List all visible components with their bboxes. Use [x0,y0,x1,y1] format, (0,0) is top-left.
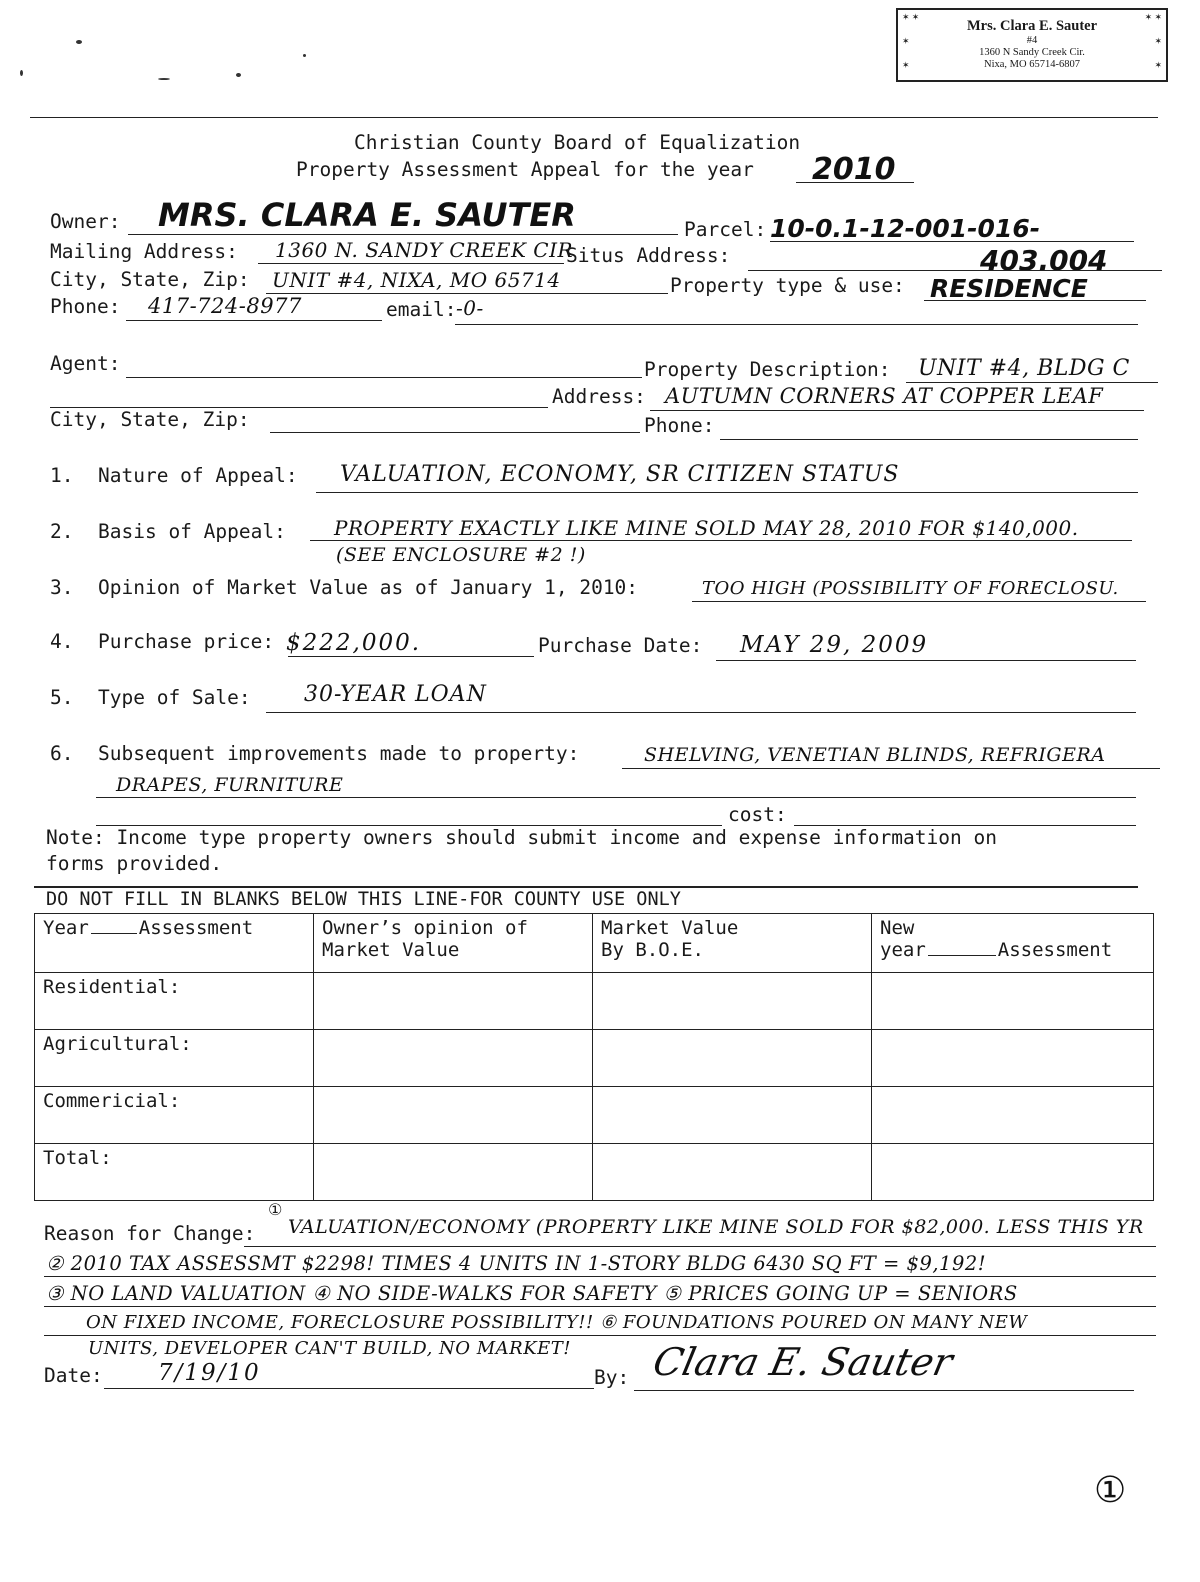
table-header-row [35,914,1154,973]
basis-of-appeal-label: Basis of Appeal: [98,520,286,543]
table-cell [593,973,872,1030]
return-address-stamp [896,8,1168,82]
ptype-underline [924,300,1146,301]
header-year2: year [880,939,926,961]
owner-value: MRS. CLARA E. SAUTER [158,196,576,234]
phone-value: 417-724-8977 [148,294,302,318]
year-underline [796,182,914,183]
owner-label: Owner: [50,210,121,233]
table-cell [314,973,593,1030]
table-cell [314,1144,593,1201]
city-state-zip-label: City, State, Zip: [50,268,250,291]
reason-line2-underline [44,1276,1156,1277]
header-owner-opinion-line1: Owner’s opinion of [322,917,528,939]
item-6-line2-underline [96,797,1136,798]
item-1-number: 1. [50,464,74,487]
item-2-number: 2. [50,520,74,543]
property-description-value: UNIT #4, BLDG C [918,356,1130,381]
appeal-year: 2010 [812,152,896,187]
type-of-sale-label: Type of Sale: [98,686,251,709]
header-year: Year [43,917,89,939]
mailing-address-label: Mailing Address: [50,240,238,263]
reason-line-5: UNITS, DEVELOPER CAN'T BUILD, NO MARKET! [88,1338,572,1359]
header-market-value-line1: Market Value [601,917,739,939]
county-assessment-table [34,913,1154,1201]
row-label-total: Total: [35,1144,314,1201]
table-cell [872,1087,1154,1144]
header-new: New [880,917,915,939]
row-label-residential: Residential: [35,973,314,1030]
table-row [35,1087,1154,1144]
situs-underline [748,270,1162,271]
table-cell [593,1087,872,1144]
situs-address-label: Situs Address: [566,244,731,267]
stamp-name: Mrs. Clara E. Sauter [966,18,1098,34]
form-title: Christian County Board of Equalization [354,131,801,154]
header-year-assessment [35,914,314,973]
email-underline [455,324,1138,325]
date-label: Date: [44,1364,103,1387]
item-4-underline [288,656,534,657]
date-underline [104,1388,594,1389]
table-row [35,1144,1154,1201]
table-cell [872,1144,1154,1201]
city-state-zip-value: UNIT #4, NIXA, MO 65714 [272,268,561,292]
agent-label: Agent: [50,352,121,375]
item-5-underline [266,712,1136,713]
reason-line-4: ON FIXED INCOME, FORECLOSURE POSSIBILITY!! ⑥ FOUNDATIONS POURED ON MANY NEW [86,1312,1028,1333]
reason-line1-underline [244,1246,1156,1247]
star-icon: ✶ [902,60,910,70]
note-line-2: forms provided. [46,852,223,875]
header-new-year [872,914,1154,973]
agent-address-label: Address: [552,385,646,408]
parcel-value: 10-0.1-12-001-016- [770,214,1041,243]
stamp-city: Nixa, MO 65714-6807 [984,59,1080,70]
scan-speck [76,40,82,44]
mailing-address-value: 1360 N. SANDY CREEK CIR [275,238,574,262]
property-type-value: RESIDENCE [930,274,1088,303]
agent-city-underline [270,432,640,433]
purchase-date-underline [716,660,1136,661]
nature-of-appeal-value: VALUATION, ECONOMY, SR CITIZEN STATUS [340,462,900,487]
reason-line3-underline [44,1306,1156,1307]
top-rule [30,117,1158,118]
improvements-value: SHELVING, VENETIAN BLINDS, REFRIGERA [644,744,1106,766]
owner-underline [128,234,678,235]
form-subtitle: Property Assessment Appeal for the year [296,158,754,181]
star-icon: ✶ [902,36,910,46]
agent-address-underline [650,410,1144,411]
basis-of-appeal-value: PROPERTY EXACTLY LIKE MINE SOLD MAY 28, 2010 FOR $140,000. [334,516,1079,540]
star-icon: ✶ [1154,36,1162,46]
basis-of-appeal-value-line2: (SEE ENCLOSURE #2 !) [336,544,586,566]
signature-underline [634,1390,1134,1391]
reason-line-1: VALUATION/ECONOMY (PROPERTY LIKE MINE SOLD FOR $82,000. LESS THIS YR [288,1216,1144,1238]
item-4-number: 4. [50,630,74,653]
table-cell [872,1030,1154,1087]
table-cell [593,1030,872,1087]
row-label-agricultural: Agricultural: [35,1030,314,1087]
type-of-sale-value: 30-YEAR LOAN [304,682,487,707]
header-new-year-line2 [880,939,1145,961]
purchase-price-label: Purchase price: [98,630,275,653]
purchase-date-label: Purchase Date: [538,634,703,657]
header-market-value-line2: By B.O.E. [601,939,704,961]
table-cell [593,1144,872,1201]
nature-of-appeal-label: Nature of Appeal: [98,464,298,487]
market-value-opinion-label: Opinion of Market Value as of January 1, 2010: [98,576,639,599]
row-label-commercial: Commericial: [35,1087,314,1144]
stamp-unit: #4 [1026,35,1038,46]
page-number: ① [1094,1470,1127,1511]
market-value-opinion-value: TOO HIGH (POSSIBILITY OF FORECLOSU. [702,578,1119,599]
item-3-underline [692,601,1146,602]
item-6-underline [622,768,1160,769]
purchase-price-value: $222,000. [286,630,422,656]
mailing-underline [258,263,564,264]
star-icon: ✶ ✶ [902,12,920,22]
reason-for-change-label: Reason for Change: [44,1222,256,1245]
scan-speck [236,73,241,77]
star-icon: ✶ [1154,60,1162,70]
city-underline [266,293,668,294]
table-cell [314,1030,593,1087]
cost-label: cost: [728,803,787,826]
reason-line-3: ③ NO LAND VALUATION ④ NO SIDE-WALKS FOR SAFETY ⑤ PRICES GOING UP = SENIORS [46,1282,1018,1305]
reason-line4-underline [44,1335,1156,1336]
table-cell [872,973,1154,1030]
email-value: -0- [456,296,484,320]
county-divider [34,886,1138,888]
county-use-banner: DO NOT FILL IN BLANKS BELOW THIS LINE-FOR COUNTY USE ONLY [46,889,681,910]
reason-marker: ① [268,1200,283,1219]
agent-address-value: AUTUMN CORNERS AT COPPER LEAF [665,384,1104,408]
new-year-blank [928,955,996,956]
signature: Clara E. Sauter [649,1340,957,1384]
item-6-number: 6. [50,742,74,765]
item-5-number: 5. [50,686,74,709]
header-market-value [593,914,872,973]
table-cell [314,1087,593,1144]
header-owner-opinion [314,914,593,973]
item-2-underline [310,540,1132,541]
scan-speck [158,78,170,80]
table-row [35,1030,1154,1087]
propdesc-underline [906,382,1158,383]
note-line-1: Note: Income type property owners should submit income and expense information on [46,826,997,849]
purchase-date-value: MAY 29, 2009 [740,632,929,658]
star-icon: ✶ ✶ [1144,12,1162,22]
header-assessment: Assessment [138,917,254,939]
phone-label: Phone: [50,295,121,318]
agent-city-label: City, State, Zip: [50,408,250,431]
stamp-street: 1360 N Sandy Creek Cir. [979,47,1085,58]
by-label: By: [594,1366,630,1389]
property-type-label: Property type & use: [670,274,905,297]
parcel-underline [770,241,1134,242]
item-1-underline [316,492,1138,493]
header-assessment2: Assessment [997,939,1113,961]
item-3-number: 3. [50,576,74,599]
scan-speck [303,54,306,57]
date-value: 7/19/10 [158,1360,261,1386]
agent-phone-underline [720,439,1138,440]
scan-speck [20,70,23,76]
email-label: email: [386,298,457,321]
year-blank [91,933,137,934]
improvements-value-line2: DRAPES, FURNITURE [116,774,344,796]
agent-phone-label: Phone: [644,414,715,437]
parcel-label: Parcel: [684,218,767,241]
improvements-label: Subsequent improvements made to property: [98,742,580,765]
table-row [35,973,1154,1030]
agent-underline [126,377,642,378]
phone-underline [126,320,382,321]
property-description-label: Property Description: [644,358,891,381]
situs-address-value: 403.004 [980,244,1108,277]
reason-line-2: ② 2010 TAX ASSESSMT $2298! TIMES 4 UNITS IN 1-STORY BLDG 6430 SQ FT = $9,192! [46,1252,987,1275]
header-owner-opinion-line2: Market Value [322,939,460,961]
